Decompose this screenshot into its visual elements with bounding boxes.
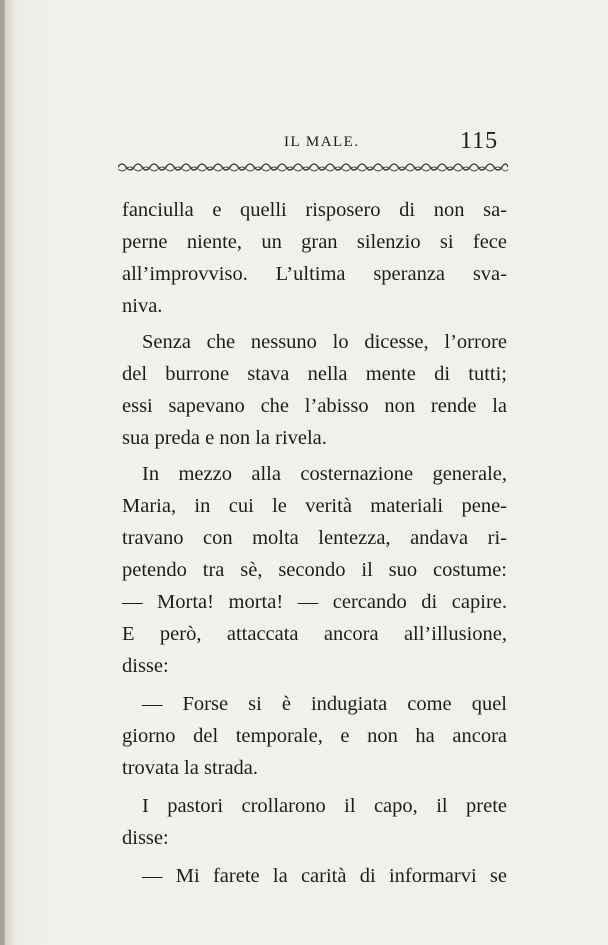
text-line: niva. [122, 295, 163, 317]
text-line: Senza che nessuno lo dicesse, l’orrore [142, 331, 507, 353]
text-line: del burrone stava nella mente di tutti; [122, 363, 507, 385]
text-line: — Morta! morta! — cercando di capire. [122, 591, 507, 613]
text-line: all’improvviso. L’ultima speranza sva- [122, 263, 507, 285]
text-line: giorno del temporale, e non ha ancora [122, 725, 507, 747]
text-line: Maria, in cui le verità materiali pene- [122, 495, 507, 517]
text-line: travano con molta lentezza, andava ri- [122, 527, 507, 549]
text-line: trovata la strada. [122, 757, 259, 779]
text-line: I pastori crollarono il capo, il prete [142, 795, 507, 817]
body-text [122, 194, 507, 892]
text-line: fanciulla e quelli risposero di non sa- [122, 199, 507, 221]
text-line: E però, attaccata ancora all’illusione, [122, 623, 507, 645]
text-line: disse: [122, 827, 169, 849]
chapter-title: IL MALE. [284, 134, 360, 150]
text-line: — Mi farete la carità di informarvi se [142, 865, 507, 887]
running-head [0, 126, 608, 156]
ornamental-rule [118, 160, 508, 174]
text-line: petendo tra sè, secondo il suo costume: [122, 559, 507, 581]
text-line: essi sapevano che l’abisso non rende la [122, 395, 507, 417]
text-line: sua preda e non la rivela. [122, 427, 327, 449]
text-line: — Forse si è indugiata come quel [142, 693, 507, 715]
page-number: 115 [460, 128, 499, 154]
text-line: In mezzo alla costernazione generale, [142, 463, 507, 485]
text-line: disse: [122, 655, 169, 677]
text-line: perne niente, un gran silenzio si fece [122, 231, 507, 253]
